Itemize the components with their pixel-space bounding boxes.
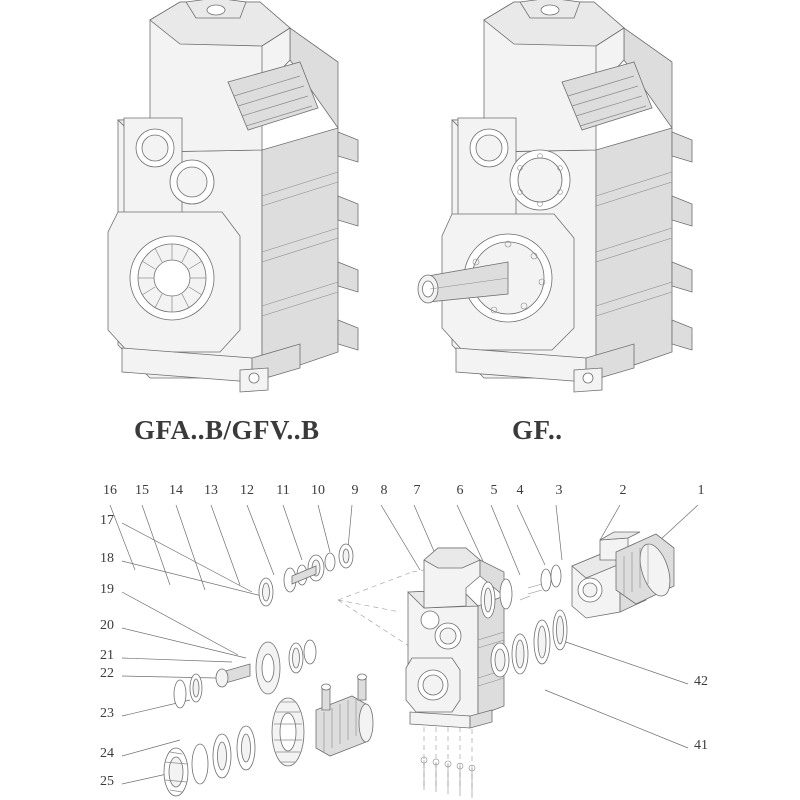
callout-42: 42 [694,674,708,689]
callout-4: 4 [516,483,524,498]
callout-21: 21 [100,648,114,663]
callout-13: 13 [204,483,218,498]
callout-17: 17 [100,513,114,528]
callout-12: 12 [240,483,254,498]
callout-22: 22 [100,666,114,681]
callout-23: 23 [100,706,114,721]
callout-25: 25 [100,774,114,789]
callout-9: 9 [351,483,359,498]
callout-24: 24 [100,746,114,761]
exploded-parts-diagram [110,505,698,798]
callout-5: 5 [490,483,498,498]
callout-2: 2 [619,483,627,498]
gearbox-view-right [418,0,692,392]
callout-16: 16 [103,483,117,498]
callout-15: 15 [135,483,149,498]
callout-6: 6 [456,483,464,498]
callout-20: 20 [100,618,114,633]
gearbox-view-left [108,0,358,392]
callout-18: 18 [100,551,114,566]
callout-14: 14 [169,483,183,498]
callout-41: 41 [694,738,708,753]
callout-8: 8 [380,483,388,498]
callout-3: 3 [555,483,563,498]
callout-1: 1 [697,483,705,498]
caption-gf: GF.. [512,415,563,445]
callout-7: 7 [413,483,421,498]
caption-gfab-gfvb: GFA..B/GFV..B [134,415,320,445]
callout-10: 10 [311,483,325,498]
callout-19: 19 [100,582,114,597]
callout-11: 11 [276,483,290,498]
